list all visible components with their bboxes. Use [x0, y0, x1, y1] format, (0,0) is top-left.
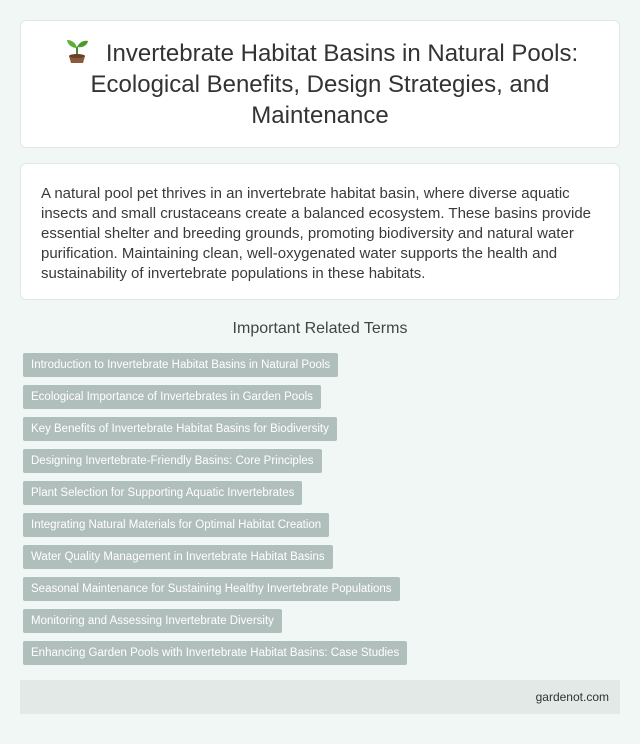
- page-title: [61, 38, 579, 131]
- title-card: [20, 20, 620, 148]
- footer: [20, 680, 620, 714]
- related-term-tag[interactable]: Water Quality Management in Invertebrate Habitat Basins: [23, 545, 333, 569]
- related-term-tag[interactable]: Enhancing Garden Pools with Invertebrate Habitat Basins: Case Studies: [23, 641, 407, 665]
- related-terms-list: [23, 353, 623, 673]
- related-term-tag[interactable]: Ecological Importance of Invertebrates in Garden Pools: [23, 385, 321, 409]
- related-term-tag[interactable]: Key Benefits of Invertebrate Habitat Basins for Biodiversity: [23, 417, 337, 441]
- related-term-tag[interactable]: Plant Selection for Supporting Aquatic Invertebrates: [23, 481, 302, 505]
- related-term-tag[interactable]: Seasonal Maintenance for Sustaining Healthy Invertebrate Populations: [23, 577, 400, 601]
- related-term-tag[interactable]: Monitoring and Assessing Invertebrate Diversity: [23, 609, 282, 633]
- intro-card: [20, 163, 620, 300]
- related-terms-heading: Important Related Terms: [232, 320, 408, 337]
- intro-paragraph: A natural pool pet thrives in an invertebrate habitat basin, where diverse aquatic insects and small crustaceans create a balanced ecosystem. These basins provide essential shelter and breeding grounds, promoting biodiversity and natural water purification. Maintaining clean, well-oxygenated water supports the health and sustainability of invertebrate populations in these habitats.: [41, 185, 592, 282]
- sprout-icon: [62, 38, 92, 64]
- related-term-tag[interactable]: Designing Invertebrate-Friendly Basins: Core Principles: [23, 449, 322, 473]
- related-term-tag[interactable]: Integrating Natural Materials for Optimal Habitat Creation: [23, 513, 329, 537]
- footer-site-link[interactable]: gardenot.com: [535, 690, 609, 704]
- title-text: Invertebrate Habitat Basins in Natural Pools: Ecological Benefits, Design Strategies, and Maintenance: [90, 39, 579, 129]
- related-term-tag[interactable]: Introduction to Invertebrate Habitat Basins in Natural Pools: [23, 353, 338, 377]
